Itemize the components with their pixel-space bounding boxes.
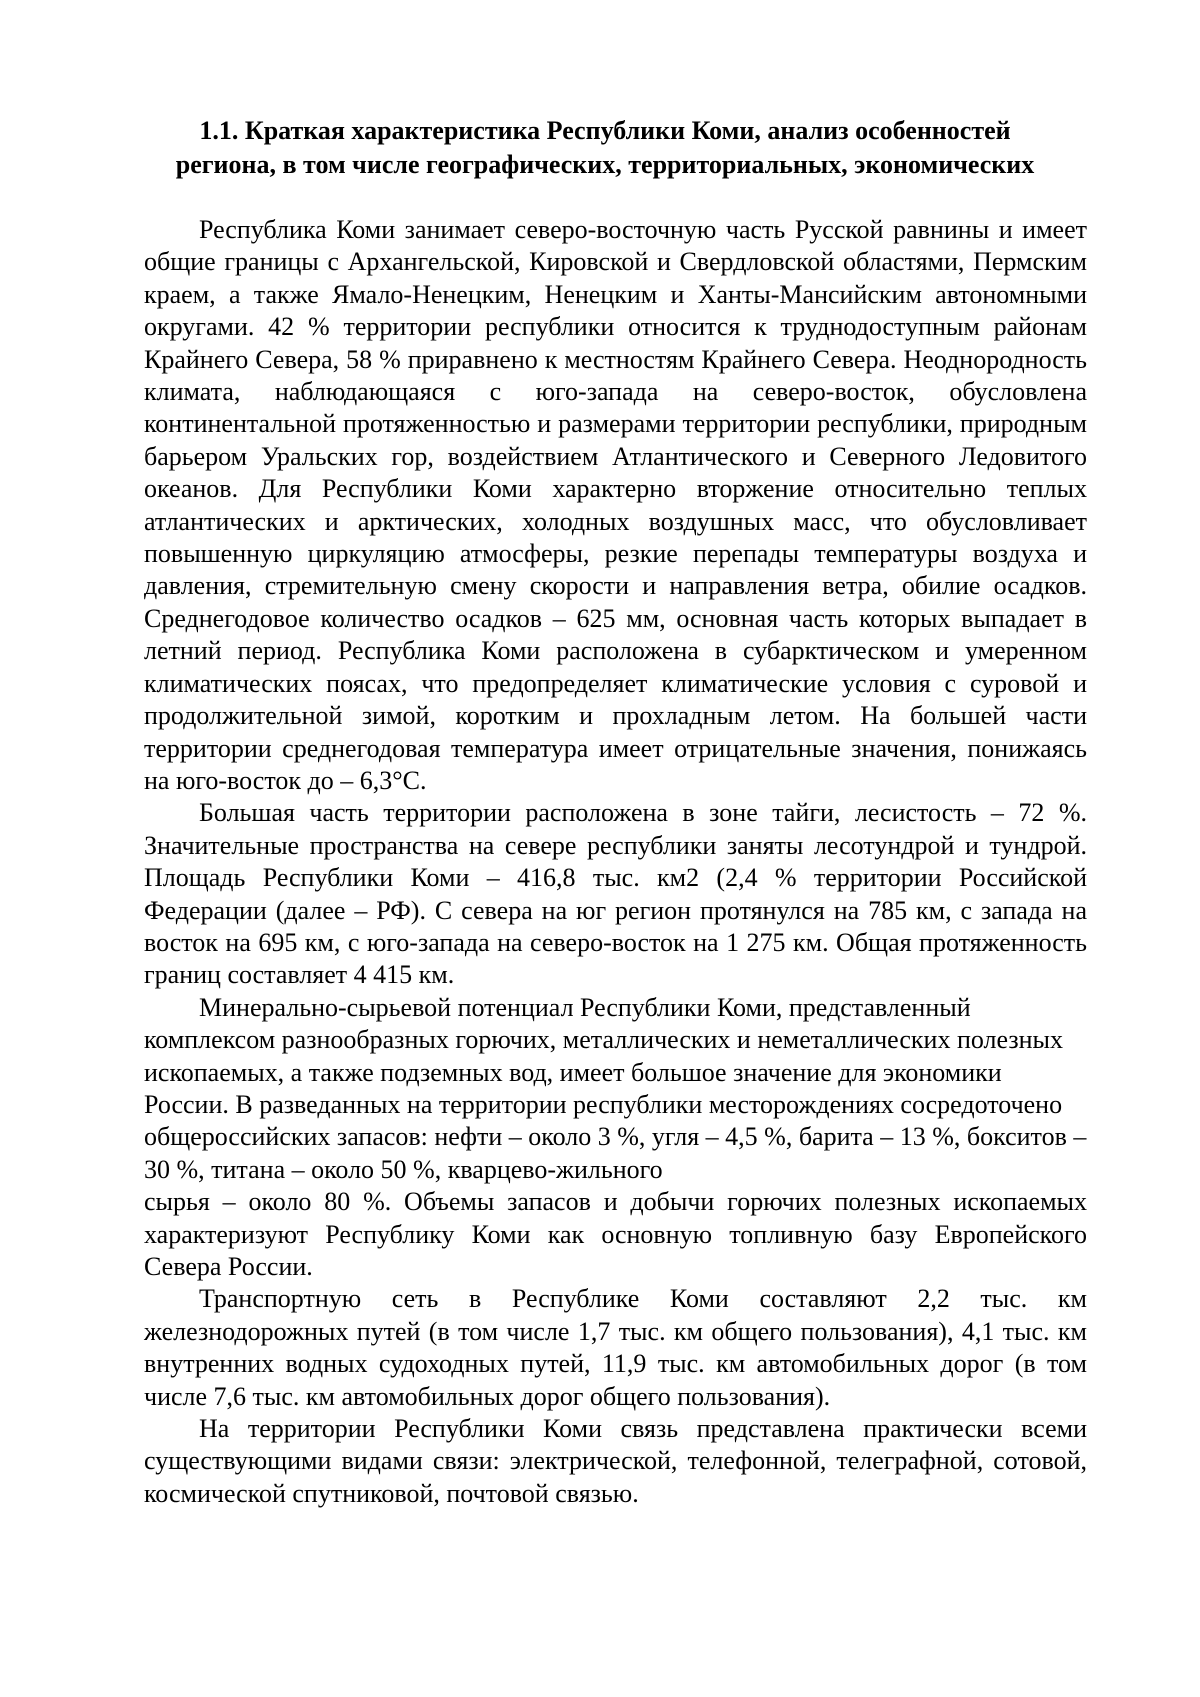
- section-title-line-2: региона, в том числе географических, территориальных, экономических: [175, 150, 1035, 179]
- section-title: [130, 114, 1080, 182]
- section-title-line-1: 1.1. Краткая характеристика Республики Коми, анализ особенностей: [199, 116, 1011, 145]
- paragraph-minerals: Минерально-сырьевой потенциал Республики Коми, представленный комплексом разнообразных горючих, металлических и неметаллических полезных ископаемых, а также подземных вод, имеет большое значение для экономики России. В разведанных на территории республики месторождениях сосредоточено общероссийских запасов: нефти – около 3 %, угля – 4,5 %, барита – 13 %, бокситов – 30 %, титана – около 50 %, кварцево-жильного: [144, 992, 1087, 1184]
- paragraph-communications: На территории Республики Коми связь представлена практически всеми существующими видами связи: электрической, телефонной, телеграфной, сотовой, космической спутниковой, почтовой связью.: [144, 1414, 1087, 1508]
- paragraph-climate: Республика Коми занимает северо-восточную часть Русской равнины и имеет общие границы с Архангельской, Кировской и Свердловской областями, Пермским краем, а также Ямало-Ненецким, Ненецким и Ханты-Мансийским автономными округами. 42 % территории республики относится к труднодоступным районам Крайнего Севера, 58 % приравнено к местностям Крайнего Севера. Неоднородность климата, наблюдающаяся с юго-запада на северо-восток, обусловлена континентальной протяженностью и размерами территории республики, природным барьером Уральских гор, воздействием Атлантического и Северного Ледовитого океанов. Для Республики Коми характерно вторжение относительно теплых атлантических и арктических, холодных воздушных масс, что обусловливает повышенную циркуляцию атмосферы, резкие перепады температуры воздуха и давления, стремительную смену скорости и направления ветра, обилие осадков. Среднегодовое количество осадков – 625 мм, основная часть которых выпадает в летний период. Республика Коми расположена в субарктическом и умеренном климатических поясах, что предопределяет климатические условия с суровой и продолжительной зимой, коротким и прохладным летом. На большей части территории среднегодовая температура имеет отрицательные значения, понижаясь на юго-восток до – 6,3°С.: [144, 215, 1087, 795]
- body-text: [144, 214, 1087, 1510]
- paragraph-minerals-continuation: сырья – около 80 %. Объемы запасов и добычи горючих полезных ископаемых характеризуют Республику Коми как основную топливную базу Европейского Севера России.: [144, 1187, 1087, 1281]
- paragraph-territory: Большая часть территории расположена в зоне тайги, лесистость – 72 %. Значительные пространства на севере республики заняты лесотундрой и тундрой. Площадь Республики Коми – 416,8 тыс. км2 (2,4 % территории Российской Федерации (далее – РФ). С севера на юг регион протянулся на 785 км, с запада на восток на 695 км, с юго-запада на северо-восток на 1 275 км. Общая протяженность границ составляет 4 415 км.: [144, 798, 1087, 990]
- paragraph-transport: Транспортную сеть в Республике Коми составляют 2,2 тыс. км железнодорожных путей (в том числе 1,7 тыс. км общего пользования), 4,1 тыс. км внутренних водных судоходных путей, 11,9 тыс. км автомобильных дорог (в том числе 7,6 тыс. км автомобильных дорог общего пользования).: [144, 1284, 1087, 1411]
